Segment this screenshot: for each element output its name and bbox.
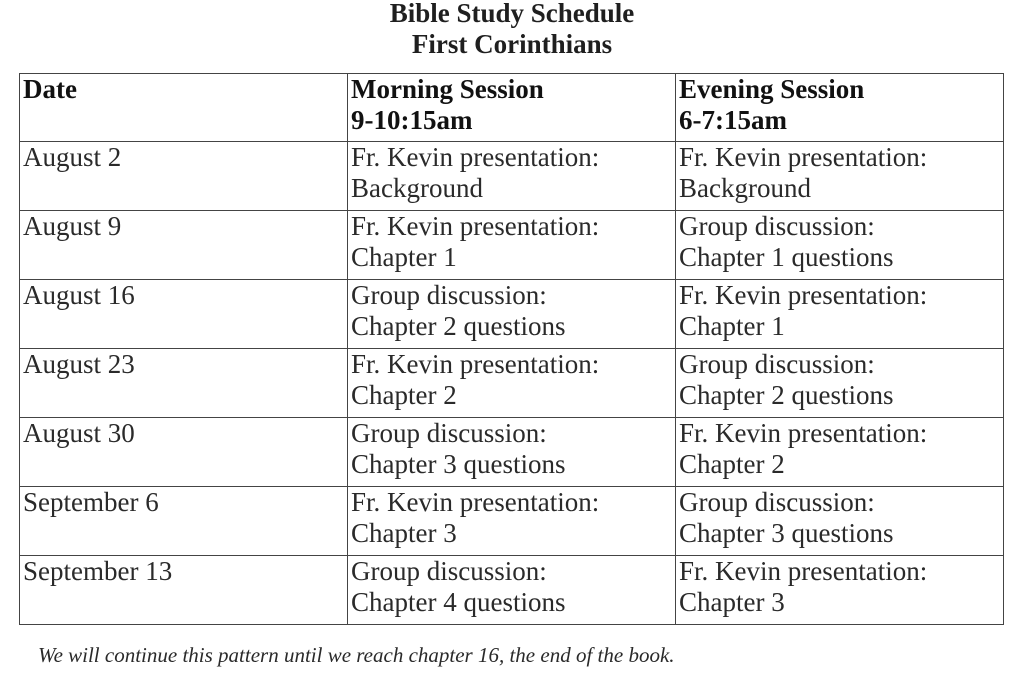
date-cell (20, 142, 348, 211)
column-header-time: 6-7:15am (679, 105, 787, 135)
session-activity: Fr. Kevin presentation: (679, 418, 928, 448)
morning-session-cell (348, 487, 676, 556)
table-row (20, 142, 1004, 211)
session-activity: Group discussion: (351, 418, 547, 448)
session-topic: Chapter 2 questions (351, 311, 566, 341)
column-header-label: Date (23, 74, 77, 104)
column-header-morning (348, 74, 676, 142)
date-text: August 2 (23, 142, 122, 172)
date-cell (20, 349, 348, 418)
session-topic: Chapter 4 questions (351, 587, 566, 617)
morning-session-cell (348, 142, 676, 211)
page-title: Bible Study Schedule (389, 0, 635, 28)
session-activity: Fr. Kevin presentation: (351, 349, 600, 379)
date-text: August 16 (23, 280, 135, 310)
morning-session-cell (348, 280, 676, 349)
date-text: September 13 (23, 556, 173, 586)
session-activity: Group discussion: (679, 349, 875, 379)
table-row (20, 487, 1004, 556)
morning-session-cell (348, 556, 676, 625)
evening-session-cell (676, 556, 1004, 625)
date-text: August 23 (23, 349, 135, 379)
evening-session-cell (676, 280, 1004, 349)
session-topic: Chapter 3 (679, 587, 785, 617)
session-activity: Group discussion: (351, 280, 547, 310)
date-cell (20, 211, 348, 280)
morning-session-cell (348, 211, 676, 280)
table-row (20, 349, 1004, 418)
session-topic: Background (351, 173, 483, 203)
session-activity: Fr. Kevin presentation: (679, 142, 928, 172)
date-cell (20, 487, 348, 556)
column-header-evening (676, 74, 1004, 142)
evening-session-cell (676, 211, 1004, 280)
session-topic: Chapter 1 (351, 242, 457, 272)
session-topic: Chapter 1 (679, 311, 785, 341)
evening-session-cell (676, 349, 1004, 418)
date-cell (20, 418, 348, 487)
table-row (20, 556, 1004, 625)
session-topic: Chapter 2 questions (679, 380, 894, 410)
session-topic: Chapter 3 (351, 518, 457, 548)
footnote: We will continue this pattern until we reach chapter 16, the end of the book. (38, 643, 675, 667)
evening-session-cell (676, 418, 1004, 487)
session-activity: Group discussion: (351, 556, 547, 586)
table-row (20, 280, 1004, 349)
session-activity: Fr. Kevin presentation: (679, 556, 928, 586)
date-text: September 6 (23, 487, 159, 517)
session-topic: Chapter 3 questions (679, 518, 894, 548)
table-row (20, 211, 1004, 280)
morning-session-cell (348, 418, 676, 487)
evening-session-cell (676, 142, 1004, 211)
page-subtitle: First Corinthians (411, 29, 613, 59)
session-topic: Chapter 1 questions (679, 242, 894, 272)
session-topic: Chapter 3 questions (351, 449, 566, 479)
evening-session-cell (676, 487, 1004, 556)
date-text: August 9 (23, 211, 122, 241)
session-activity: Fr. Kevin presentation: (351, 142, 600, 172)
session-topic: Background (679, 173, 811, 203)
date-cell (20, 556, 348, 625)
table-header-row (20, 74, 1004, 142)
column-header-label: Morning Session (351, 74, 544, 104)
column-header-date (20, 74, 348, 142)
session-activity: Fr. Kevin presentation: (351, 487, 600, 517)
session-topic: Chapter 2 (679, 449, 785, 479)
session-activity: Fr. Kevin presentation: (351, 211, 600, 241)
morning-session-cell (348, 349, 676, 418)
schedule-table (19, 73, 1004, 625)
table-row (20, 418, 1004, 487)
date-text: August 30 (23, 418, 135, 448)
column-header-time: 9-10:15am (351, 105, 473, 135)
date-cell (20, 280, 348, 349)
document-header (0, 0, 1024, 60)
column-header-label: Evening Session (679, 74, 865, 104)
session-activity: Group discussion: (679, 487, 875, 517)
session-topic: Chapter 2 (351, 380, 457, 410)
session-activity: Group discussion: (679, 211, 875, 241)
session-activity: Fr. Kevin presentation: (679, 280, 928, 310)
